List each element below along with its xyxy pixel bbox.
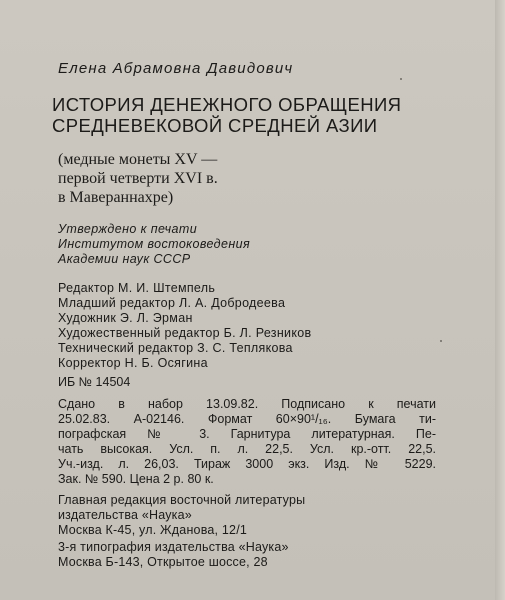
publisher-info (58, 493, 305, 538)
staff-line-technical-editor: Технический редактор З. С. Теплякова (58, 341, 293, 355)
print-details-line: Уч.-изд. л. 26,03. Тираж 3000 экз. Изд. № 5229. (58, 457, 436, 471)
print-details-line: Сдано в набор 13.09.82. Подписано к печати (58, 397, 436, 411)
ib-number: ИБ № 14504 (58, 375, 131, 389)
approval-line: Утверждено к печати (58, 222, 198, 236)
publisher-line: издательства «Наука» (58, 508, 192, 522)
staff-line-artist: Художник Э. Л. Эрман (58, 311, 193, 325)
print-details-line: 25.02.83. А-02146. Формат 60×90¹/₁₆. Бумага ти- (58, 412, 436, 426)
staff-line-proofreader: Корректор Н. Б. Осягина (58, 356, 208, 370)
approval-line: Академии наук СССР (58, 252, 191, 266)
printer-line: 3-я типография издательства «Наука» (58, 540, 289, 554)
paper-speck (400, 78, 402, 80)
print-details (58, 397, 436, 487)
author-name: Елена Абрамовна Давидович (58, 60, 294, 77)
printer-line: Москва Б-143, Открытое шоссе, 28 (58, 555, 268, 569)
paper-speck (440, 340, 442, 342)
approval-line: Институтом востоковедения (58, 237, 251, 251)
subtitle-line: (медные монеты XV — (58, 151, 218, 168)
publisher-line: Москва К-45, ул. Жданова, 12/1 (58, 523, 248, 537)
page-edge (495, 0, 505, 600)
book-title (52, 94, 401, 136)
title-line: ИСТОРИЯ ДЕНЕЖНОГО ОБРАЩЕНИЯ (52, 94, 402, 115)
staff-line-junior-editor: Младший редактор Л. А. Добродеева (58, 296, 286, 310)
print-details-line: чать высокая. Усл. п. л. 22,5. Усл. кр.-отт. 22,5. (58, 442, 436, 456)
staff-line-editor: Редактор М. И. Штемпель (58, 281, 216, 295)
editorial-staff (58, 281, 311, 371)
publisher-line: Главная редакция восточной литературы (58, 493, 306, 507)
print-details-line: Зак. № 590. Цена 2 р. 80 к. (58, 472, 214, 486)
subtitle-line: первой четверти XVI в. (58, 170, 218, 187)
staff-line-art-editor: Художественный редактор Б. Л. Резников (58, 326, 312, 340)
title-line: СРЕДНЕВЕКОВОЙ СРЕДНЕЙ АЗИИ (52, 115, 378, 136)
book-subtitle (58, 150, 218, 207)
print-details-line: пографская № 3. Гарнитура литературная. Пе- (58, 427, 436, 441)
printer-info (58, 540, 289, 570)
approval-note (58, 222, 250, 267)
subtitle-line: в Мавераннахре) (58, 189, 174, 206)
